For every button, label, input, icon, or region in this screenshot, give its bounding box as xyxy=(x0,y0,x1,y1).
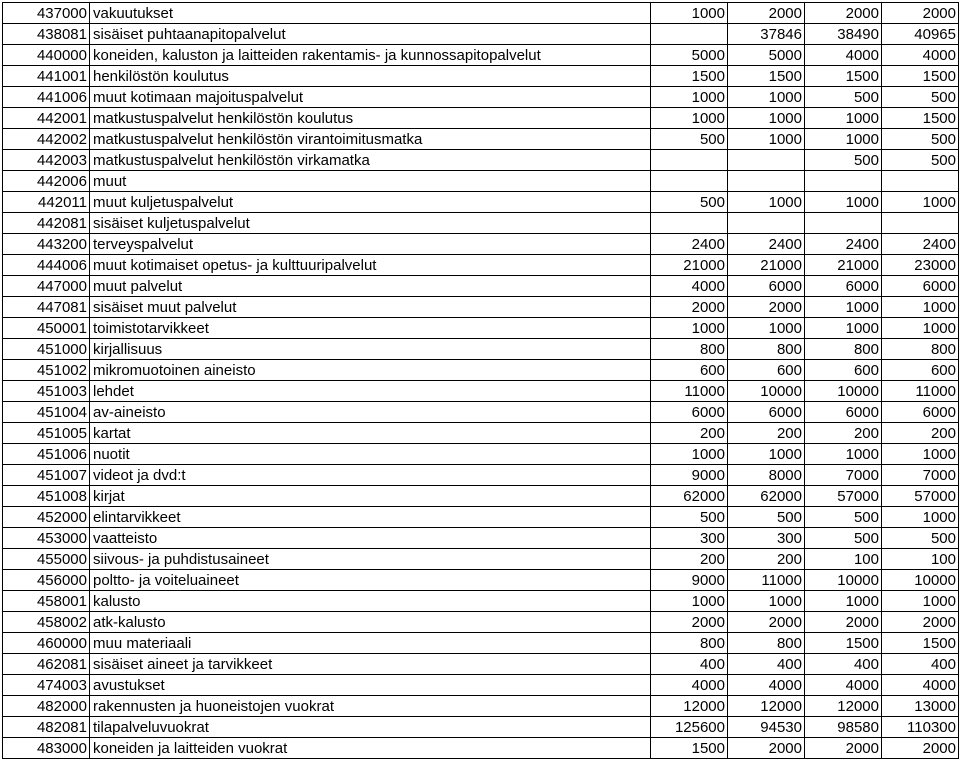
account-code-cell: 458002 xyxy=(3,612,90,633)
amount-cell-3: 4000 xyxy=(805,45,882,66)
account-code-cell: 442081 xyxy=(3,213,90,234)
amount-cell-4: 110300 xyxy=(882,717,959,738)
amount-cell-2: 62000 xyxy=(728,486,805,507)
account-code-cell: 482081 xyxy=(3,717,90,738)
amount-cell-1: 4000 xyxy=(651,675,728,696)
amount-cell-3: 2000 xyxy=(805,612,882,633)
amount-cell-2: 200 xyxy=(728,423,805,444)
amount-cell-4: 2000 xyxy=(882,738,959,759)
account-code-cell: 441006 xyxy=(3,87,90,108)
amount-cell-2: 10000 xyxy=(728,381,805,402)
account-code-cell: 438081 xyxy=(3,24,90,45)
amount-cell-4: 4000 xyxy=(882,45,959,66)
amount-cell-4 xyxy=(882,171,959,192)
amount-cell-2: 5000 xyxy=(728,45,805,66)
account-code-cell: 456000 xyxy=(3,570,90,591)
amount-cell-4: 500 xyxy=(882,150,959,171)
amount-cell-1: 21000 xyxy=(651,255,728,276)
account-code-cell: 455000 xyxy=(3,549,90,570)
account-name-cell: avustukset xyxy=(90,675,651,696)
amount-cell-3: 1000 xyxy=(805,444,882,465)
account-name-cell: kartat xyxy=(90,423,651,444)
amount-cell-4: 1000 xyxy=(882,444,959,465)
account-code-cell: 440000 xyxy=(3,45,90,66)
amount-cell-3: 500 xyxy=(805,507,882,528)
amount-cell-2: 12000 xyxy=(728,696,805,717)
table-row xyxy=(3,87,959,108)
amount-cell-1: 1500 xyxy=(651,738,728,759)
account-code-cell: 452000 xyxy=(3,507,90,528)
account-code-cell: 447000 xyxy=(3,276,90,297)
account-name-cell: videot ja dvd:t xyxy=(90,465,651,486)
amount-cell-1: 1500 xyxy=(651,66,728,87)
amount-cell-3: 1000 xyxy=(805,318,882,339)
amount-cell-3: 2000 xyxy=(805,3,882,24)
amount-cell-1: 11000 xyxy=(651,381,728,402)
account-code-cell: 451008 xyxy=(3,486,90,507)
amount-cell-4: 200 xyxy=(882,423,959,444)
budget-table xyxy=(2,2,959,759)
account-name-cell: matkustuspalvelut henkilöstön virantoimitusmatka xyxy=(90,129,651,150)
account-name-cell: kirjat xyxy=(90,486,651,507)
amount-cell-2: 2000 xyxy=(728,297,805,318)
amount-cell-1: 200 xyxy=(651,549,728,570)
amount-cell-1: 5000 xyxy=(651,45,728,66)
table-row xyxy=(3,528,959,549)
amount-cell-2: 4000 xyxy=(728,675,805,696)
account-code-cell: 441001 xyxy=(3,66,90,87)
account-name-cell: sisäiset kuljetuspalvelut xyxy=(90,213,651,234)
amount-cell-4: 500 xyxy=(882,87,959,108)
account-code-cell: 447081 xyxy=(3,297,90,318)
account-code-cell: 451003 xyxy=(3,381,90,402)
amount-cell-3: 500 xyxy=(805,528,882,549)
amount-cell-2: 200 xyxy=(728,549,805,570)
amount-cell-3: 6000 xyxy=(805,276,882,297)
amount-cell-3: 1000 xyxy=(805,591,882,612)
amount-cell-4: 6000 xyxy=(882,276,959,297)
amount-cell-4: 800 xyxy=(882,339,959,360)
amount-cell-4: 1000 xyxy=(882,297,959,318)
table-body xyxy=(3,3,959,759)
amount-cell-4: 600 xyxy=(882,360,959,381)
account-code-cell: 474003 xyxy=(3,675,90,696)
account-name-cell: mikromuotoinen aineisto xyxy=(90,360,651,381)
amount-cell-3: 800 xyxy=(805,339,882,360)
amount-cell-1: 1000 xyxy=(651,3,728,24)
amount-cell-1: 1000 xyxy=(651,444,728,465)
table-row xyxy=(3,717,959,738)
amount-cell-3: 2000 xyxy=(805,738,882,759)
amount-cell-1: 2000 xyxy=(651,612,728,633)
account-code-cell: 451002 xyxy=(3,360,90,381)
amount-cell-2: 300 xyxy=(728,528,805,549)
amount-cell-2: 1500 xyxy=(728,66,805,87)
amount-cell-3 xyxy=(805,213,882,234)
amount-cell-2: 1000 xyxy=(728,591,805,612)
amount-cell-3: 100 xyxy=(805,549,882,570)
amount-cell-1: 400 xyxy=(651,654,728,675)
amount-cell-1: 1000 xyxy=(651,591,728,612)
amount-cell-4: 13000 xyxy=(882,696,959,717)
account-name-cell: toimistotarvikkeet xyxy=(90,318,651,339)
account-name-cell: rakennusten ja huoneistojen vuokrat xyxy=(90,696,651,717)
amount-cell-1: 2400 xyxy=(651,234,728,255)
account-name-cell: vakuutukset xyxy=(90,3,651,24)
amount-cell-1 xyxy=(651,24,728,45)
amount-cell-1: 4000 xyxy=(651,276,728,297)
table-row xyxy=(3,192,959,213)
account-code-cell: 453000 xyxy=(3,528,90,549)
account-name-cell: sisäiset aineet ja tarvikkeet xyxy=(90,654,651,675)
amount-cell-3: 1500 xyxy=(805,633,882,654)
amount-cell-2: 600 xyxy=(728,360,805,381)
amount-cell-2: 800 xyxy=(728,633,805,654)
amount-cell-2 xyxy=(728,213,805,234)
table-row xyxy=(3,675,959,696)
amount-cell-2: 1000 xyxy=(728,192,805,213)
amount-cell-2: 21000 xyxy=(728,255,805,276)
amount-cell-3: 12000 xyxy=(805,696,882,717)
amount-cell-4: 2000 xyxy=(882,3,959,24)
amount-cell-1: 300 xyxy=(651,528,728,549)
amount-cell-2: 37846 xyxy=(728,24,805,45)
amount-cell-3: 57000 xyxy=(805,486,882,507)
amount-cell-2: 1000 xyxy=(728,444,805,465)
table-row xyxy=(3,423,959,444)
amount-cell-4: 1500 xyxy=(882,108,959,129)
table-row xyxy=(3,696,959,717)
amount-cell-4: 23000 xyxy=(882,255,959,276)
table-row xyxy=(3,213,959,234)
account-name-cell: poltto- ja voiteluaineet xyxy=(90,570,651,591)
amount-cell-3: 10000 xyxy=(805,570,882,591)
account-name-cell: terveyspalvelut xyxy=(90,234,651,255)
amount-cell-2: 800 xyxy=(728,339,805,360)
amount-cell-4: 1500 xyxy=(882,66,959,87)
account-code-cell: 442001 xyxy=(3,108,90,129)
table-row xyxy=(3,318,959,339)
account-code-cell: 460000 xyxy=(3,633,90,654)
amount-cell-1 xyxy=(651,150,728,171)
table-row xyxy=(3,654,959,675)
account-code-cell: 451006 xyxy=(3,444,90,465)
account-code-cell: 437000 xyxy=(3,3,90,24)
account-code-cell: 451005 xyxy=(3,423,90,444)
account-code-cell: 450001 xyxy=(3,318,90,339)
table-row xyxy=(3,66,959,87)
table-row xyxy=(3,171,959,192)
amount-cell-4: 6000 xyxy=(882,402,959,423)
amount-cell-2: 1000 xyxy=(728,87,805,108)
amount-cell-4: 1000 xyxy=(882,507,959,528)
account-name-cell: kalusto xyxy=(90,591,651,612)
amount-cell-2: 1000 xyxy=(728,129,805,150)
amount-cell-2: 94530 xyxy=(728,717,805,738)
account-name-cell: tilapalveluvuokrat xyxy=(90,717,651,738)
amount-cell-1: 62000 xyxy=(651,486,728,507)
account-code-cell: 483000 xyxy=(3,738,90,759)
account-name-cell: henkilöstön koulutus xyxy=(90,66,651,87)
table-row xyxy=(3,297,959,318)
amount-cell-1: 200 xyxy=(651,423,728,444)
table-row xyxy=(3,738,959,759)
table-row xyxy=(3,24,959,45)
amount-cell-4: 1500 xyxy=(882,633,959,654)
amount-cell-4: 7000 xyxy=(882,465,959,486)
amount-cell-3: 600 xyxy=(805,360,882,381)
account-name-cell: muut kotimaiset opetus- ja kulttuuripalvelut xyxy=(90,255,651,276)
amount-cell-3: 1500 xyxy=(805,66,882,87)
account-name-cell: sisäiset puhtaanapitopalvelut xyxy=(90,24,651,45)
table-row xyxy=(3,276,959,297)
amount-cell-1: 600 xyxy=(651,360,728,381)
table-row xyxy=(3,150,959,171)
amount-cell-4: 1000 xyxy=(882,192,959,213)
amount-cell-2: 2000 xyxy=(728,3,805,24)
amount-cell-1: 1000 xyxy=(651,108,728,129)
amount-cell-1: 9000 xyxy=(651,570,728,591)
table-row xyxy=(3,234,959,255)
amount-cell-4: 2400 xyxy=(882,234,959,255)
amount-cell-3: 2400 xyxy=(805,234,882,255)
amount-cell-2: 6000 xyxy=(728,276,805,297)
account-name-cell: matkustuspalvelut henkilöstön koulutus xyxy=(90,108,651,129)
table-row xyxy=(3,108,959,129)
account-name-cell: nuotit xyxy=(90,444,651,465)
amount-cell-2: 8000 xyxy=(728,465,805,486)
table-row xyxy=(3,591,959,612)
account-name-cell: muut kuljetuspalvelut xyxy=(90,192,651,213)
amount-cell-4: 57000 xyxy=(882,486,959,507)
amount-cell-2: 1000 xyxy=(728,318,805,339)
account-code-cell: 462081 xyxy=(3,654,90,675)
amount-cell-3: 98580 xyxy=(805,717,882,738)
table-row xyxy=(3,612,959,633)
table-row xyxy=(3,360,959,381)
account-code-cell: 451004 xyxy=(3,402,90,423)
account-code-cell: 482000 xyxy=(3,696,90,717)
account-name-cell: muut palvelut xyxy=(90,276,651,297)
table-row xyxy=(3,465,959,486)
account-name-cell: av-aineisto xyxy=(90,402,651,423)
account-code-cell: 444006 xyxy=(3,255,90,276)
amount-cell-4: 10000 xyxy=(882,570,959,591)
table-row xyxy=(3,381,959,402)
amount-cell-3 xyxy=(805,171,882,192)
amount-cell-4: 4000 xyxy=(882,675,959,696)
amount-cell-3: 1000 xyxy=(805,192,882,213)
amount-cell-2: 1000 xyxy=(728,108,805,129)
table-row xyxy=(3,339,959,360)
amount-cell-1: 500 xyxy=(651,129,728,150)
amount-cell-1: 12000 xyxy=(651,696,728,717)
amount-cell-2: 2000 xyxy=(728,738,805,759)
table-row xyxy=(3,507,959,528)
account-name-cell: muut xyxy=(90,171,651,192)
amount-cell-1: 800 xyxy=(651,633,728,654)
amount-cell-3: 1000 xyxy=(805,108,882,129)
amount-cell-1: 2000 xyxy=(651,297,728,318)
account-name-cell: elintarvikkeet xyxy=(90,507,651,528)
table-row xyxy=(3,633,959,654)
account-name-cell: koneiden ja laitteiden vuokrat xyxy=(90,738,651,759)
amount-cell-3: 400 xyxy=(805,654,882,675)
amount-cell-3: 500 xyxy=(805,87,882,108)
account-name-cell: matkustuspalvelut henkilöstön virkamatka xyxy=(90,150,651,171)
amount-cell-4: 400 xyxy=(882,654,959,675)
amount-cell-3: 1000 xyxy=(805,297,882,318)
amount-cell-3: 6000 xyxy=(805,402,882,423)
amount-cell-2: 2000 xyxy=(728,612,805,633)
table-row xyxy=(3,3,959,24)
amount-cell-3: 200 xyxy=(805,423,882,444)
amount-cell-4: 500 xyxy=(882,129,959,150)
amount-cell-2: 11000 xyxy=(728,570,805,591)
account-code-cell: 451000 xyxy=(3,339,90,360)
account-code-cell: 442002 xyxy=(3,129,90,150)
account-name-cell: koneiden, kaluston ja laitteiden rakentamis- ja kunnossapitopalvelut xyxy=(90,45,651,66)
account-name-cell: kirjallisuus xyxy=(90,339,651,360)
amount-cell-4: 100 xyxy=(882,549,959,570)
table-row xyxy=(3,549,959,570)
table-row xyxy=(3,45,959,66)
amount-cell-3: 1000 xyxy=(805,129,882,150)
amount-cell-1 xyxy=(651,213,728,234)
amount-cell-1: 500 xyxy=(651,192,728,213)
amount-cell-3: 500 xyxy=(805,150,882,171)
amount-cell-3: 10000 xyxy=(805,381,882,402)
amount-cell-2: 2400 xyxy=(728,234,805,255)
table-row xyxy=(3,444,959,465)
amount-cell-4: 2000 xyxy=(882,612,959,633)
amount-cell-4: 11000 xyxy=(882,381,959,402)
account-name-cell: siivous- ja puhdistusaineet xyxy=(90,549,651,570)
amount-cell-2: 400 xyxy=(728,654,805,675)
amount-cell-4 xyxy=(882,213,959,234)
account-code-cell: 443200 xyxy=(3,234,90,255)
amount-cell-3: 4000 xyxy=(805,675,882,696)
amount-cell-4: 40965 xyxy=(882,24,959,45)
table-row xyxy=(3,255,959,276)
amount-cell-1 xyxy=(651,171,728,192)
amount-cell-1: 125600 xyxy=(651,717,728,738)
table-row xyxy=(3,129,959,150)
amount-cell-3: 38490 xyxy=(805,24,882,45)
account-code-cell: 442003 xyxy=(3,150,90,171)
amount-cell-3: 7000 xyxy=(805,465,882,486)
amount-cell-1: 500 xyxy=(651,507,728,528)
amount-cell-2 xyxy=(728,150,805,171)
amount-cell-1: 800 xyxy=(651,339,728,360)
table-row xyxy=(3,486,959,507)
account-code-cell: 451007 xyxy=(3,465,90,486)
amount-cell-1: 6000 xyxy=(651,402,728,423)
table-row xyxy=(3,570,959,591)
amount-cell-1: 1000 xyxy=(651,87,728,108)
account-code-cell: 458001 xyxy=(3,591,90,612)
amount-cell-2: 500 xyxy=(728,507,805,528)
amount-cell-2 xyxy=(728,171,805,192)
account-code-cell: 442011 xyxy=(3,192,90,213)
account-name-cell: sisäiset muut palvelut xyxy=(90,297,651,318)
account-name-cell: muut kotimaan majoituspalvelut xyxy=(90,87,651,108)
account-name-cell: muu materiaali xyxy=(90,633,651,654)
account-name-cell: lehdet xyxy=(90,381,651,402)
table-row xyxy=(3,402,959,423)
amount-cell-1: 9000 xyxy=(651,465,728,486)
account-code-cell: 442006 xyxy=(3,171,90,192)
amount-cell-1: 1000 xyxy=(651,318,728,339)
amount-cell-3: 21000 xyxy=(805,255,882,276)
account-name-cell: vaatteisto xyxy=(90,528,651,549)
amount-cell-4: 500 xyxy=(882,528,959,549)
amount-cell-4: 1000 xyxy=(882,318,959,339)
account-name-cell: atk-kalusto xyxy=(90,612,651,633)
amount-cell-4: 1000 xyxy=(882,591,959,612)
amount-cell-2: 6000 xyxy=(728,402,805,423)
